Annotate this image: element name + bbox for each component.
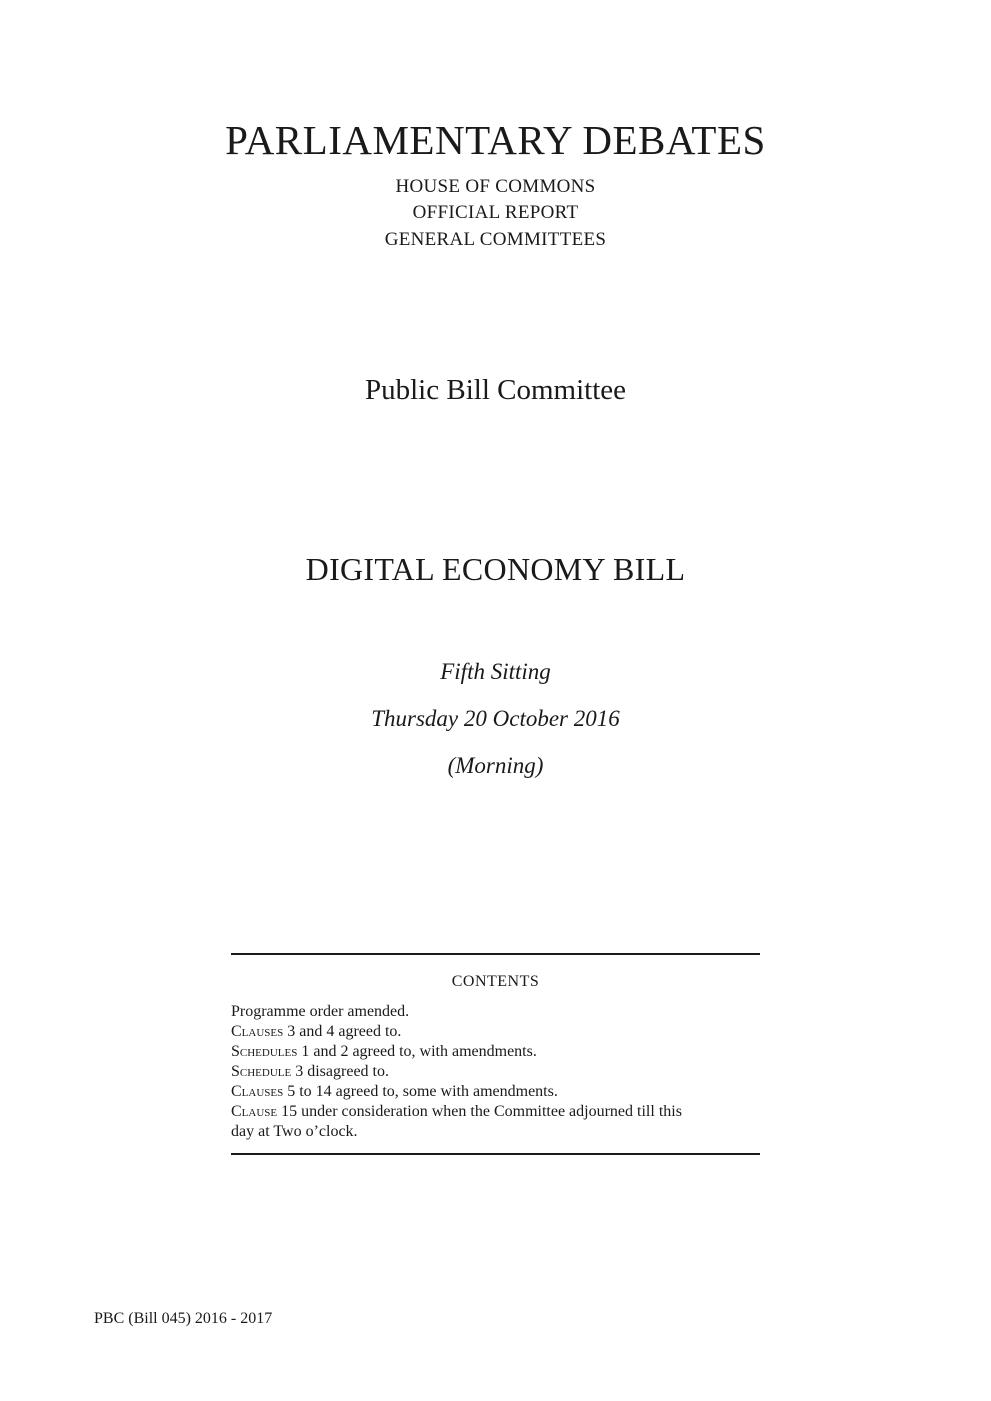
document-reference: PBC (Bill 045) 2016 - 2017 — [94, 1310, 273, 1327]
sitting-name: Fifth Sitting — [440, 659, 551, 684]
contents-item — [231, 1102, 760, 1122]
contents-item-text: 1 and 2 agreed to, with amendments. — [297, 1043, 537, 1060]
contents-item-lead: Clause — [231, 1103, 278, 1120]
contents-item — [231, 1022, 760, 1042]
contents-item-lead: Clauses — [231, 1083, 284, 1100]
contents-item-text: 3 disagreed to. — [291, 1063, 389, 1080]
report-heading: OFFICIAL REPORT — [412, 202, 579, 223]
contents-item-text: Programme order amended. — [231, 1003, 410, 1020]
contents-item — [231, 1082, 760, 1102]
contents-item — [231, 1062, 760, 1082]
contents-heading: CONTENTS — [451, 973, 540, 990]
contents-list — [231, 1002, 760, 1142]
contents-item-lead: Schedule — [231, 1063, 292, 1080]
contents-item-text: day at Two o’clock. — [231, 1123, 358, 1140]
contents-item-lead: Clauses — [231, 1023, 284, 1040]
house-heading: HOUSE OF COMMONS — [395, 176, 596, 197]
committees-heading: GENERAL COMMITTEES — [384, 229, 607, 250]
contents-item-text: 15 under consideration when the Committee adjourned till this — [277, 1103, 682, 1120]
contents-top-rule — [231, 953, 760, 955]
contents-bottom-rule — [231, 1153, 760, 1155]
sitting-date: Thursday 20 October 2016 — [371, 706, 620, 731]
bill-title: DIGITAL ECONOMY BILL — [305, 551, 686, 587]
contents-item — [231, 1002, 760, 1022]
contents-item — [231, 1122, 760, 1142]
contents-box — [231, 953, 760, 1155]
sitting-session: (Morning) — [447, 753, 544, 778]
contents-item — [231, 1042, 760, 1062]
contents-item-text: 5 to 14 agreed to, some with amendments. — [283, 1083, 558, 1100]
committee-name: Public Bill Committee — [365, 374, 626, 406]
contents-item-lead: Schedules — [231, 1043, 298, 1060]
contents-item-text: 3 and 4 agreed to. — [283, 1023, 402, 1040]
document-title: PARLIAMENTARY DEBATES — [225, 117, 766, 163]
